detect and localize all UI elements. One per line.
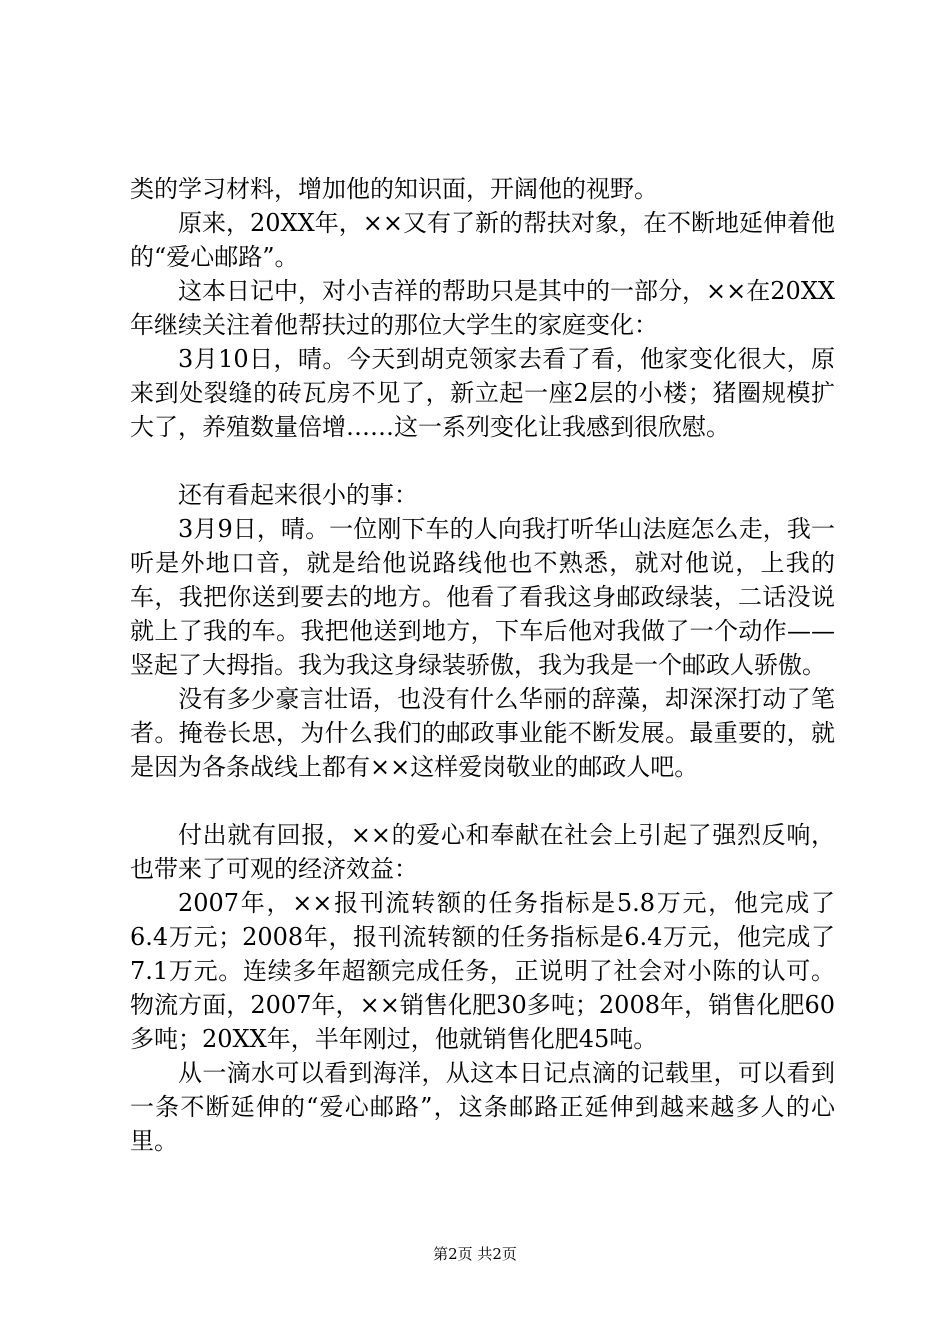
paragraph-diary-march-10: 3月10日，晴。今天到胡克领家去看了看，他家变化很大，原来到处裂缝的砖瓦房不见了，新立起一座2层的小楼；猪圈规模扩大了，养殖数量倍增……这一系列变化让我感到很欣慰。 <box>130 345 835 441</box>
paragraph-performance-figures: 2007年，××报刊流转额的任务指标是5.8万元，他完成了6.4万元；2008年，报刊流转额的任务指标是6.4万元，他完成了7.1万元。连续多年超额完成任务，正说明了社会对小陈的认可。物流方面，2007年，××销售化肥30多吨；2008年，销售化肥60多吨；20XX年，半年刚过，他就销售化肥45吨。 <box>130 889 835 1053</box>
document-body <box>130 172 835 1158</box>
paragraph-rewards-intro: 付出就有回报，××的爱心和奉献在社会上引起了强烈反响，也带来了可观的经济效益： <box>130 821 835 883</box>
paragraph-diary-march-9: 3月9日，晴。一位刚下车的人向我打听华山法庭怎么走，我一听是外地口音，就是给他说路线他也不熟悉，就对他说，上我的车，我把你送到要去的地方。他看了看我这身邮政绿装，二话没说就上了我的车。我把他送到地方，下车后他对我做了一个动作——竖起了大拇指。我为我这身绿装骄傲，我为我是一个邮政人骄傲。 <box>130 515 835 679</box>
paragraph-conclusion: 从一滴水可以看到海洋，从这本日记点滴的记载里，可以看到一条不断延伸的“爱心邮路”，这条邮路正延伸到越来越多人的心里。 <box>130 1059 835 1155</box>
page-number-footer: 第2页 共2页 <box>433 1245 517 1263</box>
paragraph-new-beneficiary: 原来，20XX年，××又有了新的帮扶对象，在不断地延伸着他的“爱心邮路”。 <box>130 209 835 271</box>
paragraph-small-things-intro: 还有看起来很小的事： <box>178 481 418 509</box>
paragraph-continuation: 类的学习材料，增加他的知识面，开阔他的视野。 <box>130 175 658 203</box>
paragraph-diary-intro: 这本日记中，对小吉祥的帮助只是其中的一部分，××在20XX年继续关注着他帮扶过的那位大学生的家庭变化： <box>130 277 835 339</box>
paragraph-author-reflection: 没有多少豪言壮语，也没有什么华丽的辞藻，却深深打动了笔者。掩卷长思，为什么我们的邮政事业能不断发展。最重要的，就是因为各条战线上都有××这样爱岗敬业的邮政人吧。 <box>130 685 835 781</box>
